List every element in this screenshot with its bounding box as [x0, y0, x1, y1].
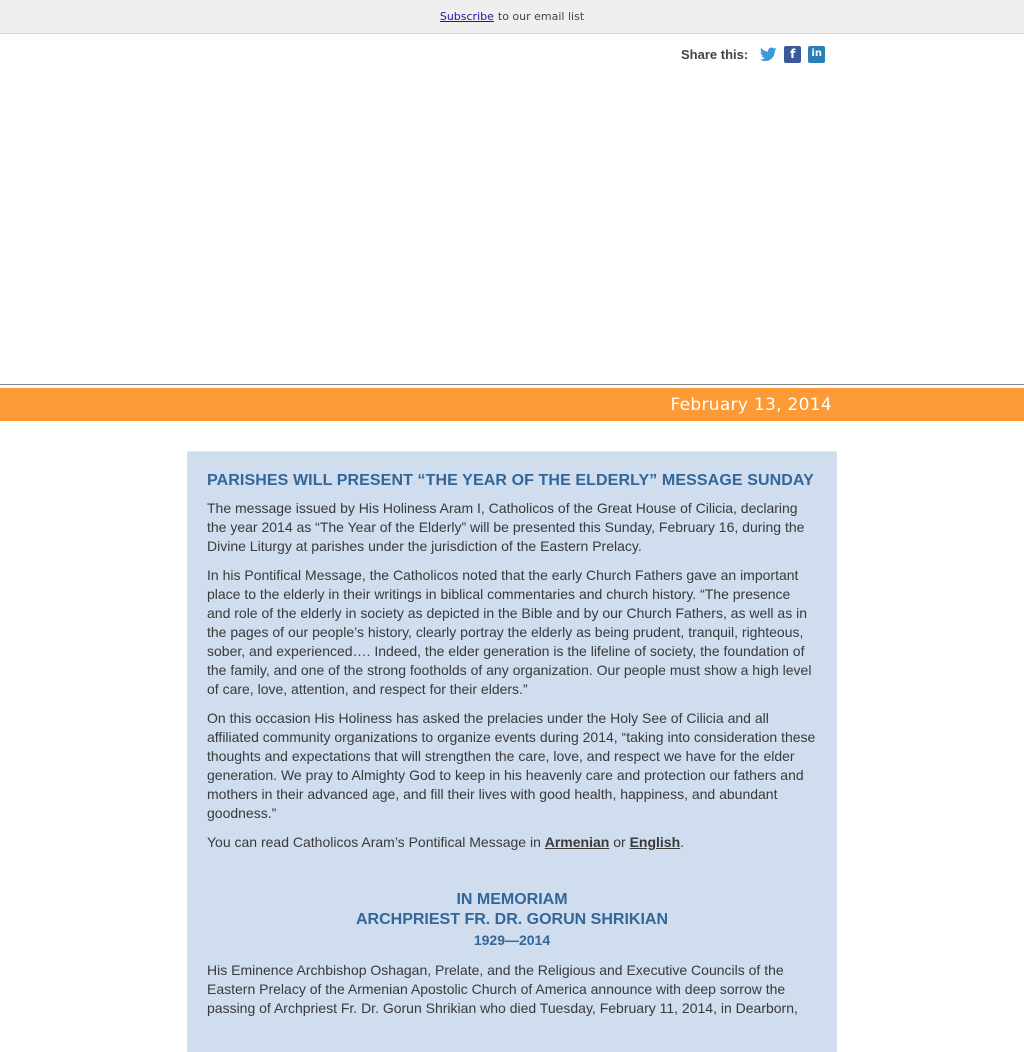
article-headline: PARISHES WILL PRESENT “THE YEAR OF THE ELDERLY” MESSAGE SUNDAY [207, 472, 814, 489]
twitter-icon[interactable] [760, 46, 777, 63]
armenian-link[interactable]: Armenian [544, 834, 610, 850]
read-message-text: You can read Catholicos Aram’s Pontifical Message in [207, 834, 541, 850]
content-panel [187, 451, 837, 1052]
subscribe-link[interactable]: Subscribe [439, 10, 494, 23]
memoriam-title: IN MEMORIAM [456, 891, 568, 908]
memoriam-heading [207, 890, 817, 951]
article-paragraph: The message issued by His Holiness Aram I, Catholicos of the Great House of Cilicia, declaring the year 2014 as “The Year of the Elderly” will be presented this Sunday, February 16, during the Divine Liturgy at parishes under the jurisdiction of the Eastern Prelacy. [207, 500, 805, 554]
memoriam-paragraph: His Eminence Archbishop Oshagan, Prelate, and the Religious and Executive Councils of the Eastern Prelacy of the Armenian Apostolic Church of America announce with deep sorrow the passing of Archpriest Fr. Dr. Gorun Shrikian who died Tuesday, February 11, 2014, in Dearborn, [207, 962, 798, 1016]
subscribe-text: to our email list [497, 10, 585, 23]
period-text: . [680, 834, 685, 850]
share-label: Share this: [681, 46, 749, 62]
date-banner [0, 388, 1024, 421]
header-divider [0, 384, 1024, 385]
subscribe-bar [0, 0, 1024, 34]
memoriam-years: 1929—2014 [473, 932, 551, 948]
share-bar [681, 44, 832, 64]
english-link[interactable]: English [629, 834, 681, 850]
facebook-icon[interactable]: f [784, 46, 801, 63]
or-text: or [613, 834, 626, 850]
article-paragraph: In his Pontifical Message, the Catholicos noted that the early Church Fathers gave an important place to the elderly in their writings in biblical commentaries and church history. “The presence and role of the elderly in society as depicted in the Bible and by our Church Fathers, as well as in the pages of our people’s history, clearly portray the elderly as being prudent, tranquil, righteous, sober, and experienced…. Indeed, the elder generation is the lifeline of society, the foundation of the family, and one of the strong footholds of any organization. Our people must show a high level of care, love, attention, and respect for their elders.” [207, 567, 812, 697]
memoriam-name: ARCHPRIEST FR. DR. GORUN SHRIKIAN [355, 911, 668, 928]
linkedin-icon[interactable]: in [808, 46, 825, 63]
article-paragraph [207, 833, 817, 852]
article-paragraph: On this occasion His Holiness has asked the prelacies under the Holy See of Cilicia and all affiliated community organizations to organize events during 2014, “taking into consideration these thoughts and expectations that will strengthen the care, love, and respect we have for the elder generation. We pray to Almighty God to keep in his heavenly care and protection our fathers and mothers in their advanced age, and fill their lives with good health, happiness, and abundant goodness.” [207, 710, 816, 821]
issue-date: February 13, 2014 [670, 395, 832, 415]
